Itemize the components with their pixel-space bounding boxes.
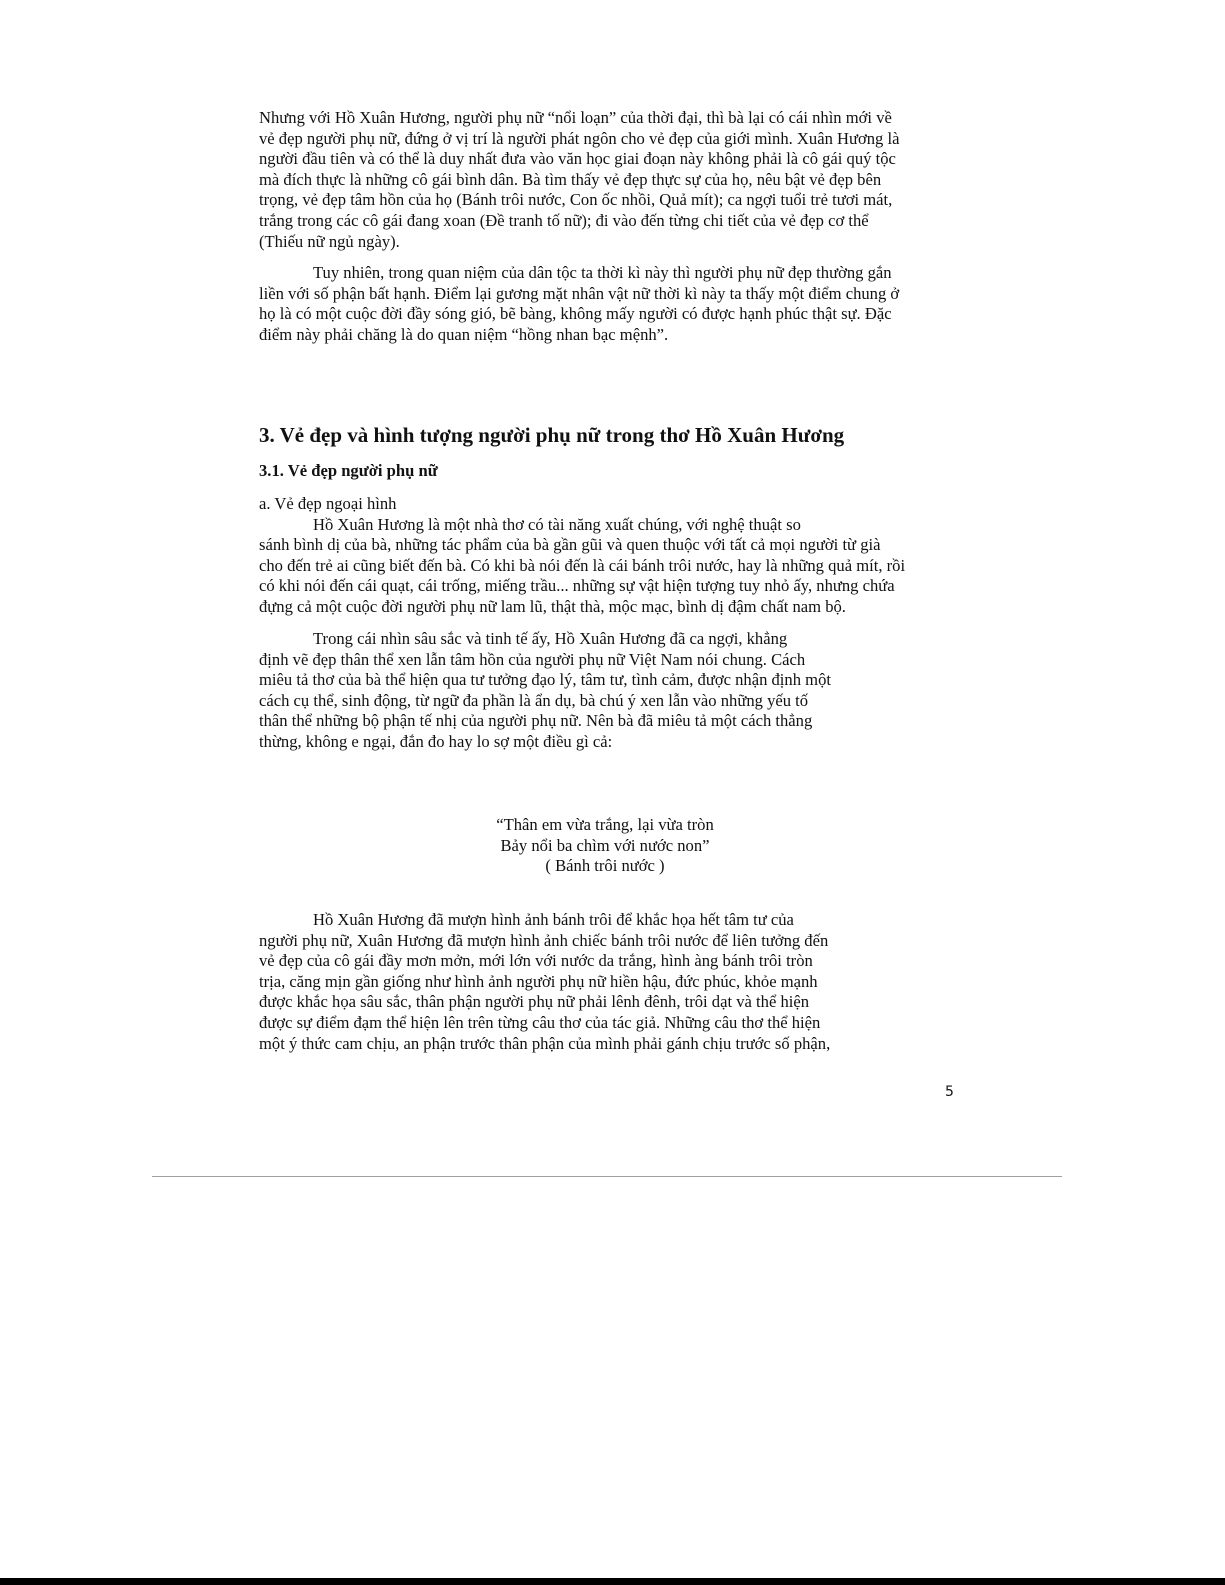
text-line: có khi nói đến cái quạt, cái trống, miếng trầu... những sự vật hiện tượng tuy nhỏ ấy, nhưng chứa: [259, 576, 895, 596]
text-line: sánh bình dị của bà, những tác phẩm của bà gần gũi và quen thuộc với tất cả mọi người từ già: [259, 535, 881, 555]
text-line: thừng, không e ngại, đắn đo hay lo sợ một điều gì cả:: [259, 731, 613, 751]
text-line: Trong cái nhìn sâu sắc và tinh tế ấy, Hồ Xuân Hương đã ca ngợi, khẳng: [313, 629, 788, 648]
text-line: vẻ đẹp của cô gái đầy mơn mởn, mới lớn với nước da trắng, hình àng bánh trôi tròn: [259, 951, 813, 971]
text-line: được sự điểm đạm thể hiện lên trên từng câu thơ của tác giả. Những câu thơ thể hiện: [259, 1012, 821, 1032]
poem-source: ( Bánh trôi nước ): [545, 856, 665, 876]
paragraph-intro: [259, 108, 899, 252]
text-line: họ là có một cuộc đời đầy sóng gió, bẽ bàng, không mấy người có được hạnh phúc thật sự. Đặc: [259, 304, 892, 324]
text-line: thân thể những bộ phận tế nhị của người phụ nữ. Nên bà đã miêu tả một cách thẳng: [259, 711, 813, 731]
poem-line: Bảy nổi ba chìm với nước non”: [500, 835, 710, 855]
paragraph-insight: [259, 629, 831, 753]
text-line: Tuy nhiên, trong quan niệm của dân tộc ta thời kì này thì người phụ nữ đẹp thường gắn: [313, 263, 892, 282]
text-line: trắng trong các cô gái đang xoan (Đề tranh tố nữ); đi vào đến từng chi tiết của vẻ đẹp cơ thể: [259, 210, 869, 230]
text-line: trịa, căng mịn gần giống như hình ảnh người phụ nữ hiền hậu, đức phúc, khỏe mạnh: [259, 971, 818, 991]
paragraph-appearance: [259, 494, 905, 618]
page-divider: [152, 1176, 1062, 1177]
bottom-edge-bar: [0, 1578, 1225, 1585]
text-line: Nhưng với Hồ Xuân Hương, người phụ nữ “nổi loạn” của thời đại, thì bà lại có cái nhìn mới về: [259, 108, 892, 127]
text-line: miêu tả thơ của bà thể hiện qua tư tưởng đạo lý, tâm tư, tình cảm, được nhận định một: [259, 670, 831, 690]
text-line: người đầu tiên và có thể là duy nhất đưa vào văn học giai đoạn này không phải là cô gái quý tộc: [259, 149, 896, 169]
text-line: định vẽ đẹp thân thể xen lẫn tâm hồn của người phụ nữ Việt Nam nói chung. Cách: [259, 649, 806, 669]
text-line: Hồ Xuân Hương đã mượn hình ảnh bánh trôi để khắc họa hết tâm tư của: [313, 910, 794, 929]
text-line: (Thiếu nữ ngủ ngày).: [259, 231, 400, 251]
text-line: người phụ nữ, Xuân Hương đã mượn hình ảnh chiếc bánh trôi nước để liên tưởng đến: [259, 930, 829, 950]
text-line: được khắc họa sâu sắc, thân phận người phụ nữ phải lênh đênh, trôi dạt và thể hiện: [259, 992, 810, 1012]
text-line: vẻ đẹp người phụ nữ, đứng ở vị trí là người phát ngôn cho vẻ đẹp của giới mình. Xuân Hương là: [259, 128, 900, 148]
text-line: một ý thức cam chịu, an phận trước thân phận của mình phải gánh chịu trước số phận,: [259, 1033, 831, 1053]
poem-quote: [459, 815, 751, 877]
text-line: liền với số phận bất hạnh. Điểm lại gương mặt nhân vật nữ thời kì này ta thấy một điểm chung ở: [259, 283, 900, 303]
subsection-title: 3.1. Vẻ đẹp người phụ nữ: [259, 461, 438, 480]
section-title: 3. Vẻ đẹp và hình tượng người phụ nữ trong thơ Hồ Xuân Hương: [259, 423, 845, 447]
subheading-line: a. Vẻ đẹp ngoại hình: [259, 494, 397, 513]
text-line: cách cụ thể, sinh động, từ ngữ đa phần là ẩn dụ, bà chú ý xen lẫn vào những yếu tố: [259, 690, 809, 710]
poem-line: “Thân em vừa trắng, lại vừa tròn: [496, 815, 714, 834]
text-line: cho đến trẻ ai cũng biết đến bà. Có khi bà nói đến là cái bánh trôi nước, hay là những quả mít, rồi: [259, 555, 906, 575]
text-line: trọng, vẻ đẹp tâm hồn của họ (Bánh trôi nước, Con ốc nhồi, Quả mít); ca ngợi tuổi trẻ tươi mát,: [259, 190, 893, 210]
text-line: mà đích thực là những cô gái bình dân. Bà tìm thấy vẻ đẹp thực sự của họ, nêu bật vẻ đẹp bên: [259, 169, 882, 189]
paragraph-analysis: [259, 910, 830, 1054]
text-line: đựng cả một cuộc đời người phụ nữ lam lũ, thật thà, mộc mạc, bình dị đậm chất nam bộ.: [259, 596, 846, 616]
page-number: 5: [945, 1084, 954, 1100]
text-line: điểm này phải chăng là do quan niệm “hồng nhan bạc mệnh”.: [259, 324, 669, 344]
paragraph-fate: [259, 263, 899, 345]
text-line: Hồ Xuân Hương là một nhà thơ có tài năng xuất chúng, với nghệ thuật so: [313, 514, 801, 534]
